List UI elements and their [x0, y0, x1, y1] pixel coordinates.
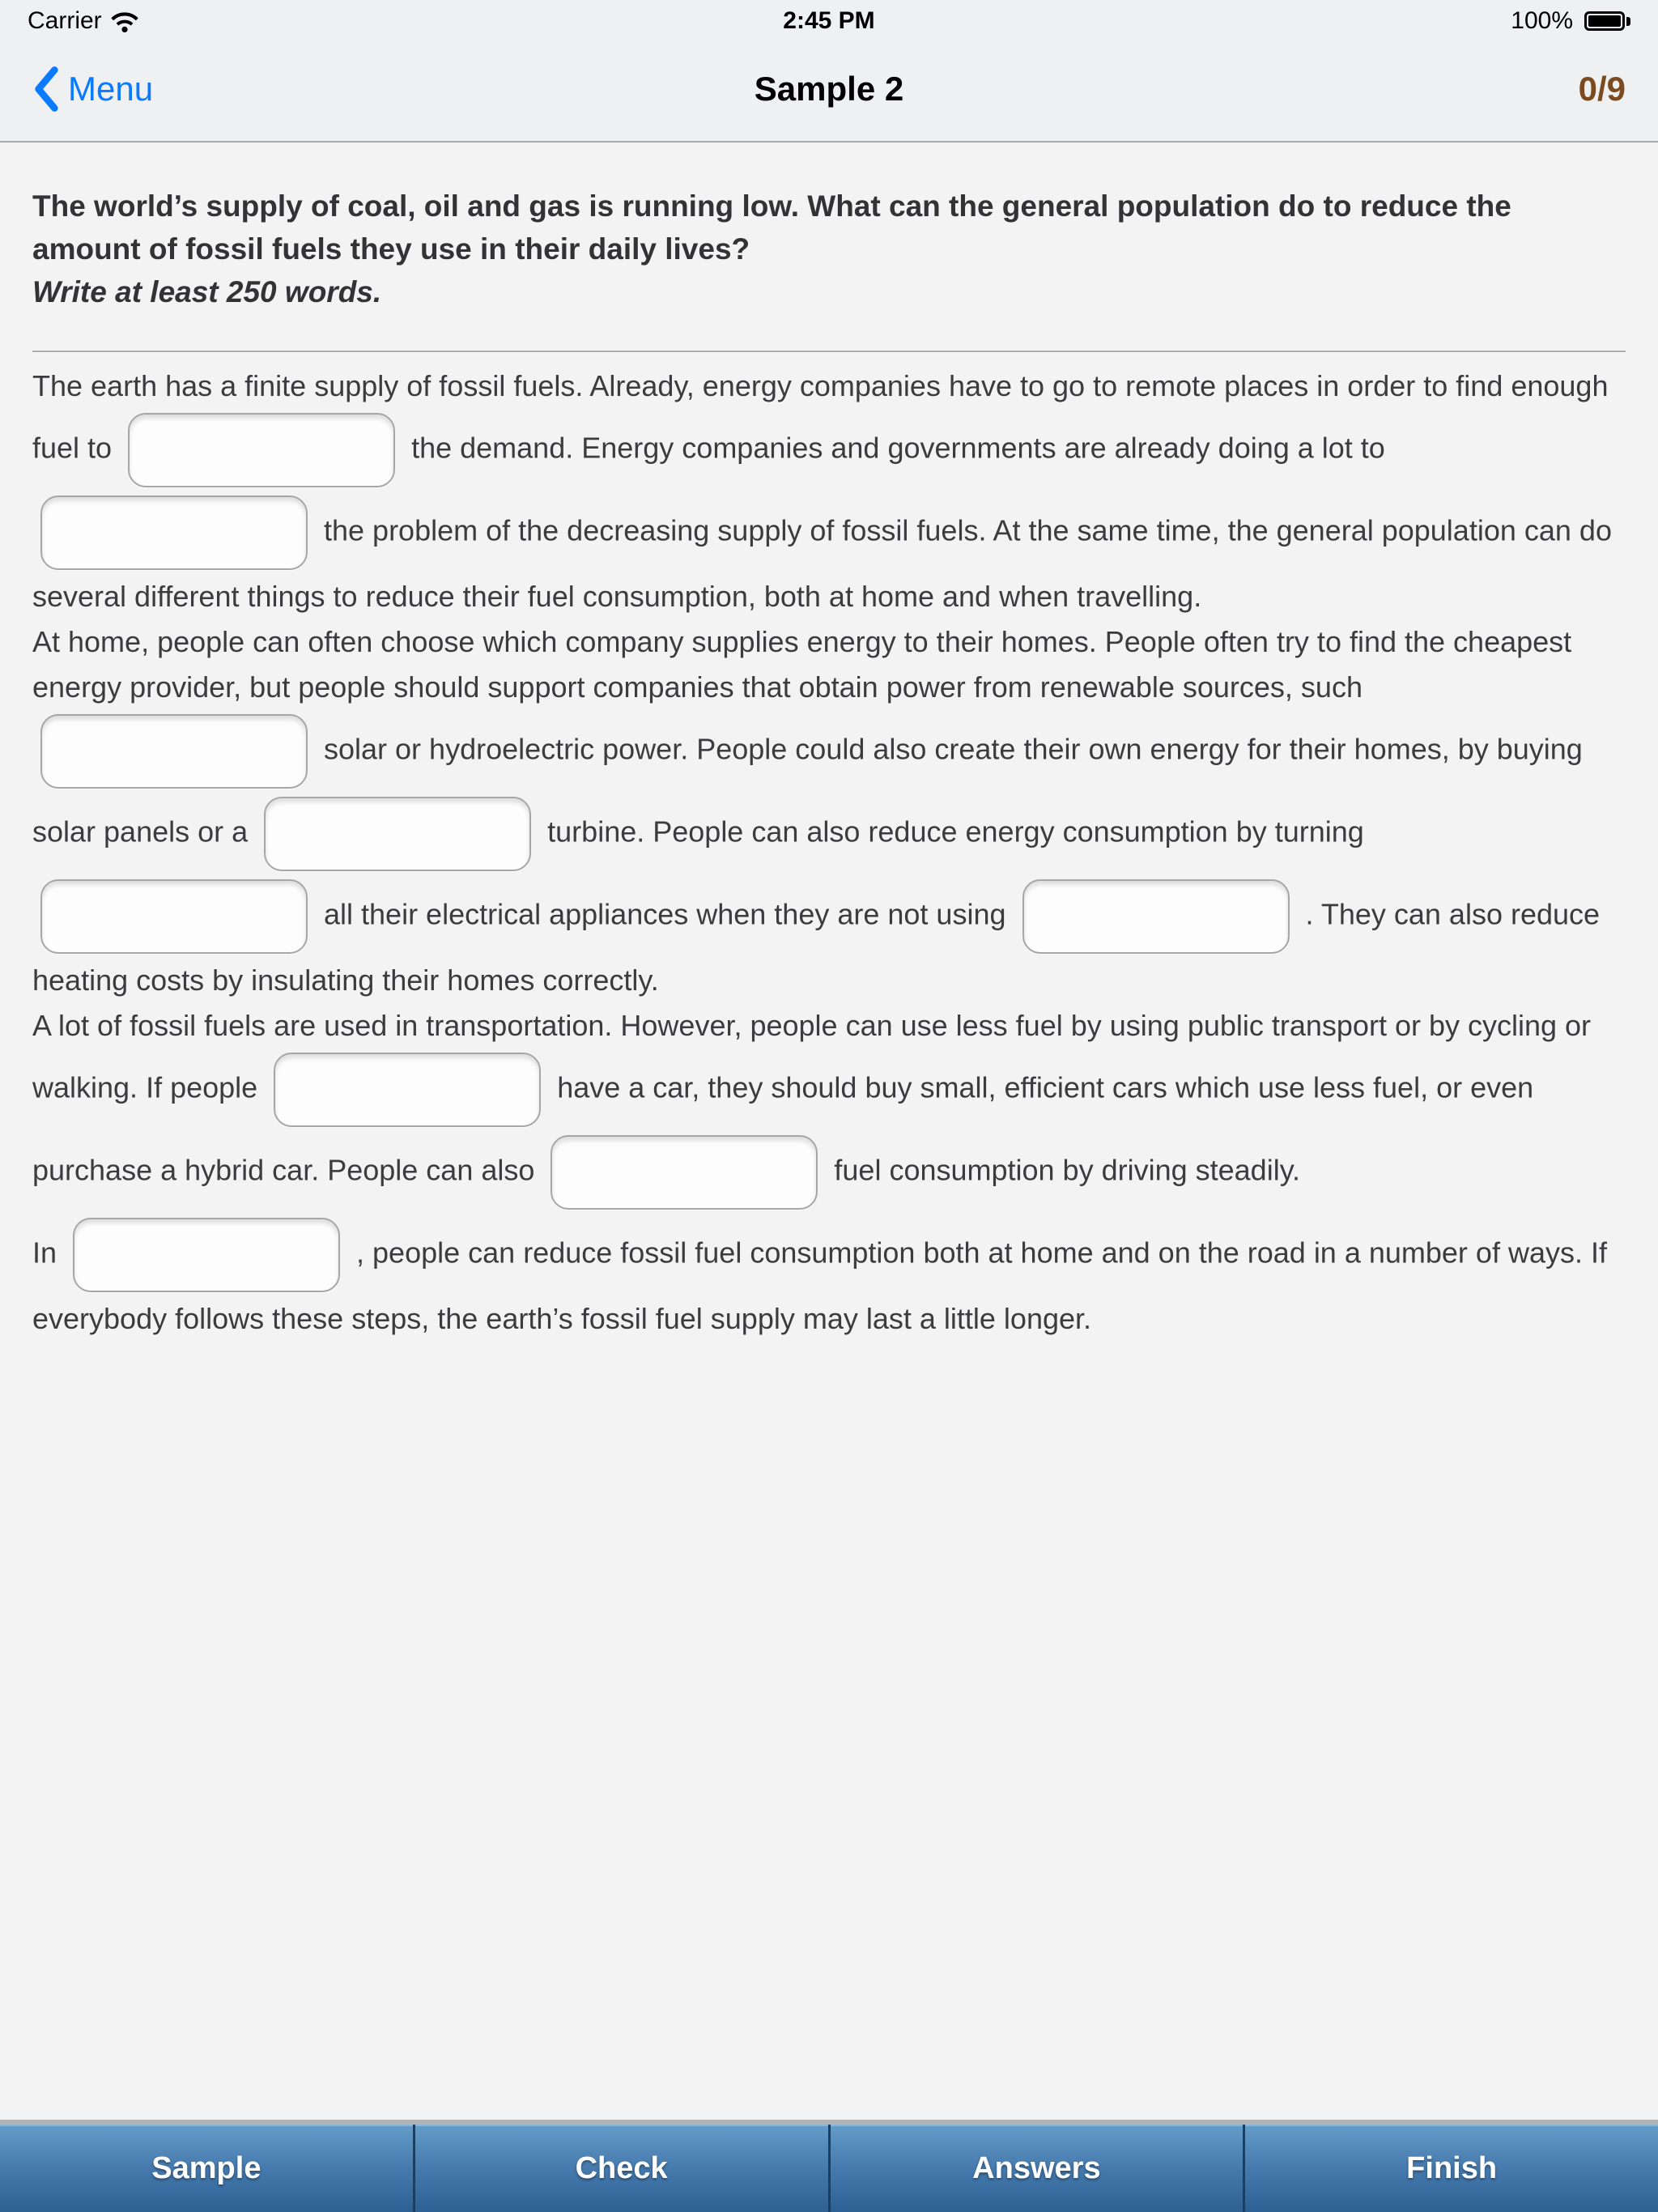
- question-separator: [32, 351, 1626, 352]
- answer-blank-8[interactable]: [551, 1135, 818, 1210]
- answer-blank-7[interactable]: [274, 1053, 541, 1127]
- question-instruction: Write at least 250 words.: [32, 275, 382, 308]
- exercise-content: [0, 143, 1658, 1342]
- sample-button[interactable]: Sample: [0, 2125, 413, 2212]
- essay-text: A lot of fossil fuels are used in transportation. However, people can use less fuel by using public transport or by cycling or walking. If people: [32, 1009, 1592, 1104]
- essay-paragraph: [32, 1214, 1626, 1342]
- status-bar: [0, 0, 1658, 37]
- essay-text: solar or hydroelectric power. People could also create their own energy for their homes, by buying solar panels or a: [32, 732, 1583, 849]
- status-clock: 2:45 PM: [783, 7, 875, 34]
- essay-text: all their electrical appliances when they are not using: [316, 897, 1014, 931]
- essay-text: the problem of the decreasing supply of fossil fuels. At the same time, the general population can do several different things to reduce their fuel consumption, both at home and when travelling.: [32, 513, 1612, 613]
- essay-text: The earth has a finite supply of fossil fuels. Already, energy companies have to go to remote places in order to find enough fuel to: [32, 369, 1609, 465]
- footer-toolbar: [0, 2120, 1658, 2212]
- answer-blank-4[interactable]: [264, 797, 531, 871]
- essay-text: the demand. Energy companies and governments are already doing a lot to: [403, 431, 1385, 465]
- essay: [32, 364, 1626, 1342]
- essay-text: , people can reduce fossil fuel consumption both at home and on the road in a number of ways. If everybody follows these steps, the earth’s fossil fuel supply may last a little longer.: [32, 1236, 1607, 1335]
- check-button[interactable]: Check: [413, 2125, 828, 2212]
- wifi-icon: [110, 11, 139, 32]
- nav-bar: [0, 37, 1658, 143]
- essay-paragraph: [32, 1003, 1626, 1214]
- answer-blank-6[interactable]: [1022, 879, 1290, 954]
- essay-text: fuel consumption by driving steadily.: [826, 1153, 1301, 1187]
- essay-paragraph: [32, 619, 1626, 1003]
- essay-text: . They can also reduce heating costs by insulating their homes correctly.: [32, 897, 1601, 997]
- essay-text: At home, people can often choose which company supplies energy to their homes. People often try to find the cheapest energy provider, but people should support companies that obtain power from renewable sources, such: [32, 625, 1572, 704]
- question-prompt: The world’s supply of coal, oil and gas is running low. What can the general population do to reduce the amount of fossil fuels they use in their daily lives?: [32, 189, 1511, 266]
- essay-text: turbine. People can also reduce energy consumption by turning: [539, 815, 1364, 849]
- answer-blank-9[interactable]: [73, 1218, 340, 1292]
- answers-button[interactable]: Answers: [828, 2125, 1244, 2212]
- answer-blank-2[interactable]: [40, 496, 308, 570]
- back-button-label: Menu: [68, 70, 154, 108]
- page-title: Sample 2: [754, 70, 904, 108]
- essay-paragraph: [32, 364, 1626, 619]
- battery-percent: 100%: [1511, 7, 1573, 34]
- back-button[interactable]: [32, 65, 153, 113]
- score-badge: 0/9: [1578, 70, 1626, 108]
- answer-blank-3[interactable]: [40, 714, 308, 789]
- answer-blank-5[interactable]: [40, 879, 308, 954]
- carrier-label: Carrier: [28, 7, 102, 34]
- chevron-left-icon: [32, 65, 60, 113]
- finish-button[interactable]: Finish: [1243, 2125, 1658, 2212]
- essay-text: have a car, they should buy small, efficient cars which use less fuel, or even purchase a hybrid car. People can also: [32, 1070, 1534, 1187]
- battery-icon: [1584, 11, 1630, 31]
- essay-text: In: [32, 1236, 66, 1270]
- answer-blank-1[interactable]: [128, 413, 395, 487]
